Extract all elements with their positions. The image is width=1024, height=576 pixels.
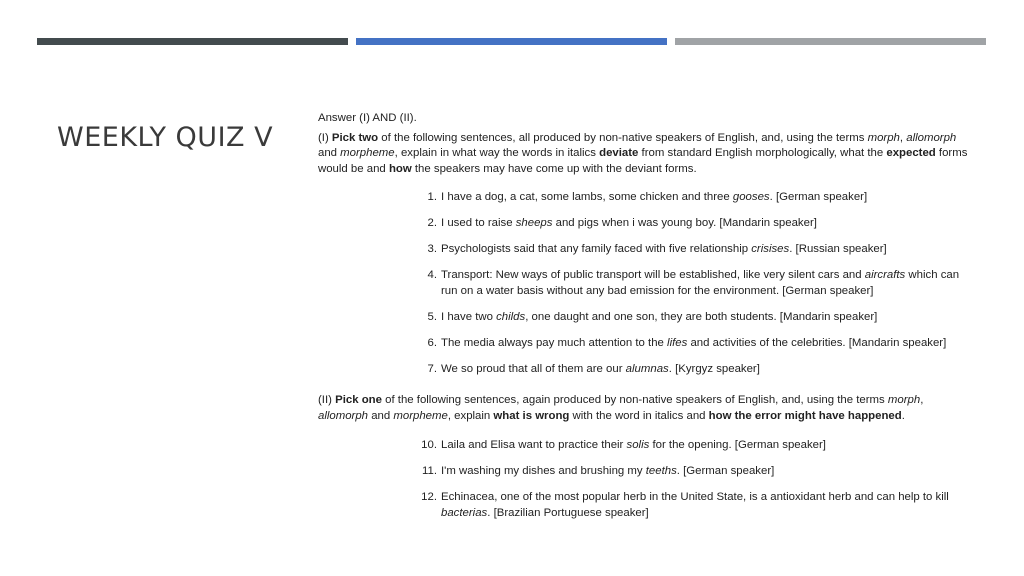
part2-block	[318, 393, 968, 424]
list-item: 4. Transport: New ways of public transport will be established, like very silent cars and aircrafts which can run on a water basis without any bad emission for the environment. [German speaker]	[427, 269, 960, 297]
intro-line: Answer (I) AND (II).	[318, 112, 417, 124]
header-bar-blue	[356, 38, 667, 45]
header-bar-dark	[37, 38, 348, 45]
header-bar-gray	[675, 38, 986, 45]
part1-list	[419, 189, 964, 377]
list-item: 7. We so proud that all of them are our alumnas. [Kyrgyz speaker]	[427, 363, 760, 375]
list-item: 10. Laila and Elisa want to practice their solis for the opening. [German speaker]	[421, 439, 826, 451]
list-item: 12. Echinacea, one of the most popular herb in the United State, is a antioxidant herb and can help to kill bacterias. [Brazilian Portuguese speaker]	[421, 491, 949, 519]
list-item: 5. I have two childs, one daught and one son, they are both students. [Mandarin speaker]	[427, 311, 878, 323]
part2-list	[419, 437, 964, 521]
list-item: 1. I have a dog, a cat, some lambs, some chicken and three gooses. [German speaker]	[427, 191, 868, 203]
part1-instructions: (I) Pick two of the following sentences, all produced by non-native speakers of English, and, using the terms morph, allomorph and morpheme, explain in what way the words in italics deviate from standard English morphologically, what the expected forms would be and how the speakers may have come up with the deviant forms.	[318, 131, 968, 175]
list-item: 11. I'm washing my dishes and brushing my teeths. [German speaker]	[422, 465, 775, 477]
list-item: 6. The media always pay much attention to the lifes and activities of the celebrities. [Mandarin speaker]	[427, 337, 947, 349]
quiz-content	[318, 111, 968, 177]
part2-instructions: (II) Pick one of the following sentences, again produced by non-native speakers of English, and, using the terms morph, allomorph and morpheme, explain what is wrong with the word in italics and how the error might have happened.	[318, 394, 924, 422]
list-item: 3. Psychologists said that any family faced with five relationship crisises. [Russian speaker]	[427, 243, 887, 255]
slide-title: WEEKLY QUIZ V	[57, 122, 274, 153]
list-item: 2. I used to raise sheeps and pigs when i was young boy. [Mandarin speaker]	[427, 217, 817, 229]
